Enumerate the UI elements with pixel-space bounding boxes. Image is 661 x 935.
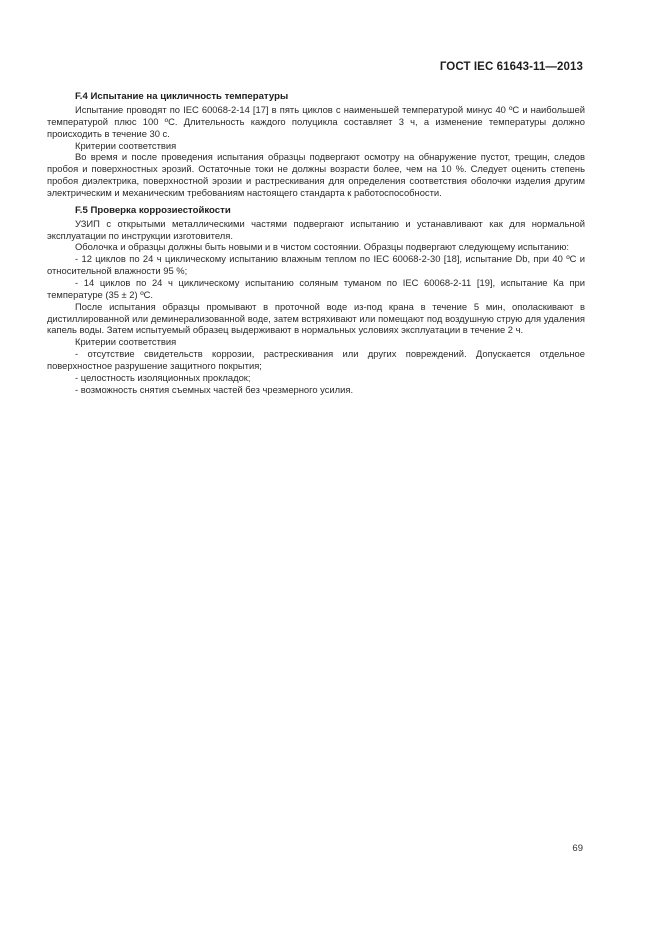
paragraph: УЗИП с открытыми металлическими частями подвергают испытанию и устанавливают как для нормальной эксплуатации по инструкции изготовителя. [47, 217, 585, 241]
list-item: - 12 циклов по 24 ч циклическому испытанию влажным теплом по IEC 60068-2-30 [18], испытание Db, при 40 ºС и относительной влажности 95 %; [47, 253, 585, 277]
list-item: - отсутствие свидетельств коррозии, растрескивания или других повреждений. Допускается отдельное поверхностное разрушение защитного покрытия; [47, 348, 585, 371]
standard-id-header: ГОСТ IEC 61643-11—2013 [439, 61, 583, 73]
document-body [47, 91, 585, 395]
section-heading-f5: F.5 Проверка коррозиестойкости [75, 204, 231, 216]
paragraph: Оболочка и образцы должны быть новыми и в чистом состоянии. Образцы подвергают следующему испытанию: [75, 241, 569, 253]
criteria-label: Критерии соответствия [75, 336, 177, 348]
paragraph: Во время и после проведения испытания образцы подвергают осмотру на обнаружение пустот, трещин, следов пробоя и поверхностных эрозий. Остаточные токи не должны возрасти более, чем на 10 %. Следует оценить степень пробоя диэлектрика, поверхностной эрозии и растрескивания для определения соответствия оболочки изделия другим электрическим и механическим требованиям настоящего стандарта к работоспособности. [47, 151, 585, 198]
paragraph: После испытания образцы промывают в проточной воде из-под крана в течение 5 мин, ополаскивают в дистиллированной или деминерализованной воде, затем встряхивают или помещают под воздушную струю для удаления капель воды. Затем испытуемый образец выдерживают в нормальных условиях эксплуатации в течение 2 ч. [47, 300, 585, 336]
page-number: 69 [572, 843, 583, 854]
paragraph: Испытание проводят по IEC 60068-2-14 [17] в пять циклов с наименьшей температурой минус 40 ºС и наибольшей температурой плюс 100 ºС. Длительность каждого полуцикла составляет 3 ч, а изменение температуры должно происходить в течение 30 с. [47, 104, 585, 139]
criteria-label: Критерии соответствия [75, 139, 177, 151]
list-item: - возможность снятия съемных частей без чрезмерного усилия. [75, 383, 354, 395]
list-item: - 14 циклов по 24 ч циклическому испытанию соляным туманом по IEC 60068-2-11 [19], испытание Ка при температуре (35 ± 2) ºС. [47, 276, 585, 300]
section-heading-f4: F.4 Испытание на цикличность температуры [75, 91, 289, 102]
list-item: - целостность изоляционных прокладок; [75, 371, 251, 383]
